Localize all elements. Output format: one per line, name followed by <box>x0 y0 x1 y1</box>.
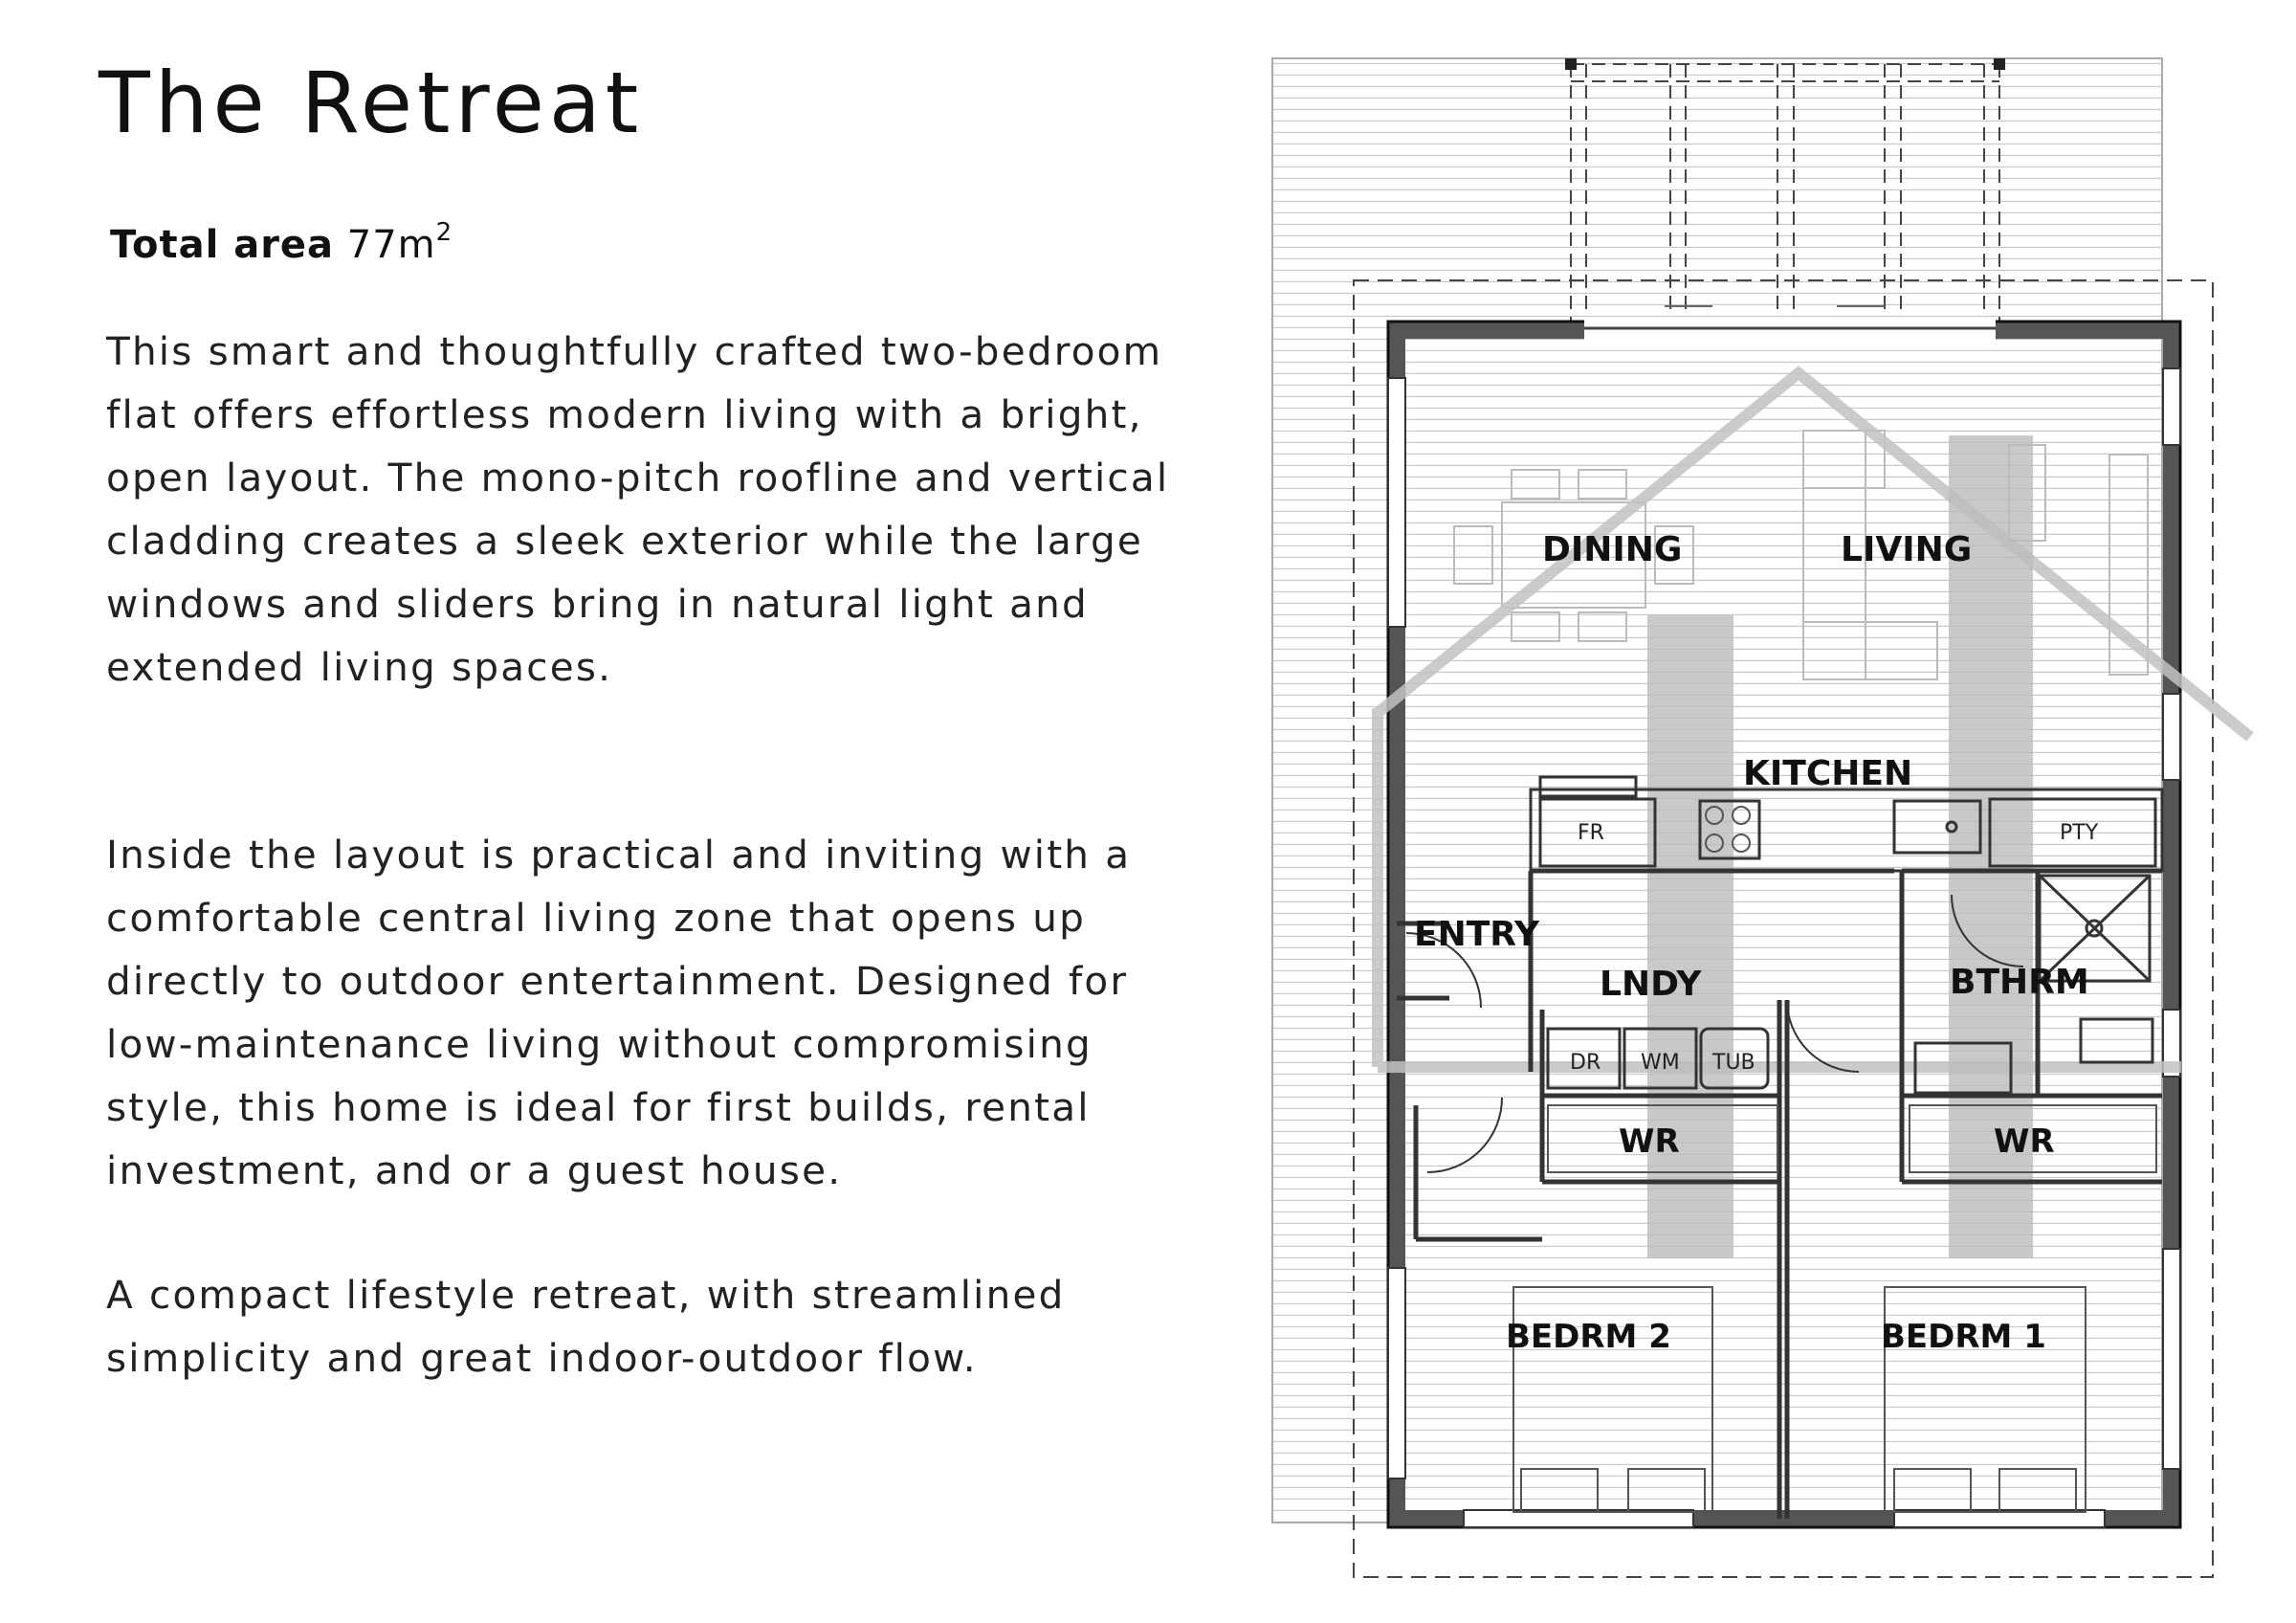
fixture-label-dryer: DR <box>1570 1051 1601 1075</box>
pergola-post <box>1565 58 1577 70</box>
total-area-value: 77m <box>346 223 436 267</box>
page-title: The Retreat <box>99 54 644 152</box>
floor-plan <box>1263 53 2267 1584</box>
room-label-entry: ENTRY <box>1414 915 1540 954</box>
room-label-laundry: LNDY <box>1600 965 1702 1004</box>
fixture-label-fridge: FR <box>1578 821 1604 845</box>
total-area-unit-power: 2 <box>435 218 453 247</box>
total-area-label: Total area <box>110 223 335 267</box>
description-paragraph-3: A compact lifestyle retreat, with streamlined simplicity and great indoor-outdoor flow. <box>106 1272 1066 1381</box>
interior-floor <box>1414 351 2160 887</box>
room-label-wardrobe-1: WR <box>1994 1123 2055 1161</box>
pergola-post <box>1994 58 2005 70</box>
room-label-kitchen: KITCHEN <box>1743 754 1913 793</box>
room-label-wardrobe-2: WR <box>1619 1123 1680 1161</box>
fixture-label-pantry: PTY <box>2060 821 2099 845</box>
room-label-dining: DINING <box>1542 530 1683 569</box>
room-label-bathroom: BTHRM <box>1950 963 2089 1002</box>
room-label-living: LIVING <box>1841 530 1973 569</box>
room-label-bedroom-2: BEDRM 2 <box>1506 1318 1671 1356</box>
fixture-label-tub: TUB <box>1712 1051 1755 1075</box>
total-area <box>110 218 453 267</box>
fixture-label-washing-machine: WM <box>1641 1051 1680 1075</box>
room-label-bedroom-1: BEDRM 1 <box>1881 1318 2046 1356</box>
description-paragraph-1: This smart and thoughtfully crafted two-bedroom flat offers effortless modern living with a bright, open layout. The mono-pitch roofline and vertical cladding creates a sleek exterior while the large windows and sliders bring in natural light and extended living spaces. <box>106 328 1170 690</box>
description-paragraph-2: Inside the layout is practical and inviting with a comfortable central living zone that opens up directly to outdoor entertainment. Designed for low-maintenance living without compromising style, this home is ideal for first builds, rental investment, and or a guest house. <box>106 832 1132 1193</box>
